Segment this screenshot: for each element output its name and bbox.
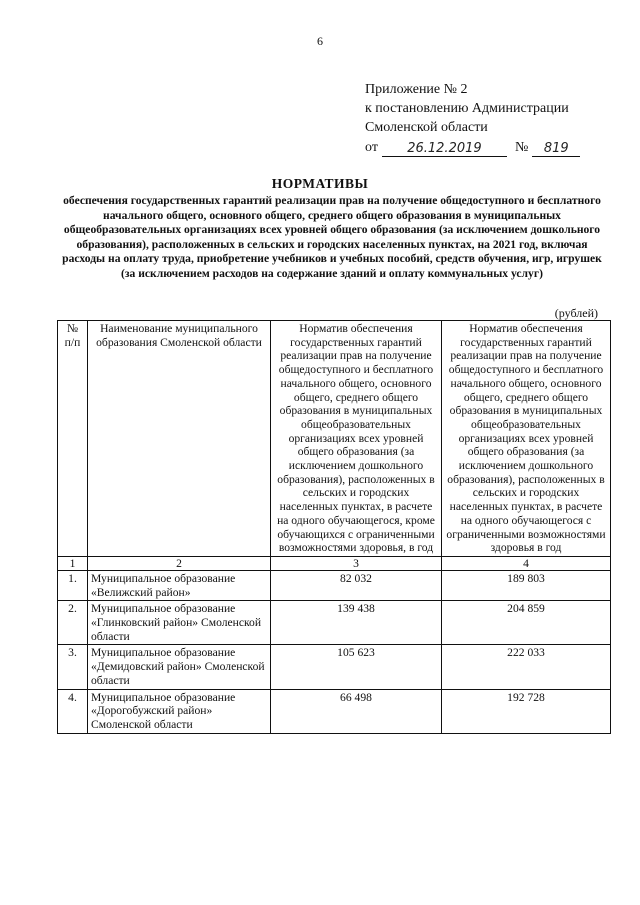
document-subtitle: обеспечения государственных гарантий реализации прав на получение общедоступного и бесплатного начального общего, основного общего, среднего общего образования в муниципальных общеобразовательных организациях всех уровней общего образования (за исключением дошкольного образования), расположенных в сельских и городских населенных пунктах, на 2021 год, включая расходы на оплату труда, приобретение учебников и учебных пособий, средств обучения, игр, игрушек (за исключением расходов на содержание зданий и оплату коммунальных услуг) (62, 194, 602, 280)
appendix-region: Смоленской области (365, 120, 488, 135)
table-row (58, 601, 611, 645)
row-name: Муниципальное образование «Дорогобужский район» Смоленской области (88, 689, 271, 733)
table-header-row (58, 321, 611, 557)
decree-number-value: 819 (532, 141, 580, 157)
column-index-row (58, 556, 611, 570)
row-norm-disabled: 189 803 (442, 570, 611, 600)
row-norm-general: 139 438 (271, 601, 442, 645)
column-index: 1 (58, 556, 88, 570)
row-name: Муниципальное образование «Велижский район» (88, 570, 271, 600)
column-index: 2 (88, 556, 271, 570)
appendix-title: Приложение № 2 (365, 82, 468, 97)
decree-date-row (365, 138, 580, 157)
unit-label: (рублей) (554, 306, 598, 320)
header-norm-disabled: Норматив обеспечения государственных гарантий реализации прав на получение общедоступного и бесплатного начального общего, основного общего, среднего общего образования в муниципальных общеобразовательных организациях всех уровней общего образования (за исключением дошкольного образования), расположенных в сельских и городских населенных пунктах, в расчете на одного обучающегося с ограниченными возможностями здоровья в год (442, 321, 611, 557)
decree-number-label: № (514, 140, 529, 155)
row-norm-general: 66 498 (271, 689, 442, 733)
appendix-block (365, 80, 580, 157)
row-norm-general: 82 032 (271, 570, 442, 600)
header-name: Наименование муниципального образования Смоленской области (88, 321, 271, 557)
row-num: 2. (58, 601, 88, 645)
page-number: 6 (317, 34, 323, 48)
column-index: 4 (442, 556, 611, 570)
row-num: 4. (58, 689, 88, 733)
header-num: № п/п (58, 321, 88, 557)
column-index: 3 (271, 556, 442, 570)
header-norm-general: Норматив обеспечения государственных гарантий реализации прав на получение общедоступного и бесплатного начального общего, основного общего, среднего общего образования в муниципальных общеобразовательных организациях всех уровней общего образования (за исключением дошкольного образования), расположенных в сельских и городских населенных пунктах, в расчете на одного обучающегося, кроме обучающихся с ограниченными возможностями здоровья, в год (271, 321, 442, 557)
row-norm-general: 105 623 (271, 645, 442, 689)
decree-date-value: 26.12.2019 (382, 141, 507, 157)
row-norm-disabled: 222 033 (442, 645, 611, 689)
document-title: НОРМАТИВЫ (271, 176, 369, 191)
appendix-decree: к постановлению Администрации (365, 101, 569, 116)
row-num: 3. (58, 645, 88, 689)
norms-table (57, 320, 611, 734)
row-name: Муниципальное образование «Глинковский район» Смоленской области (88, 601, 271, 645)
table-row (58, 570, 611, 600)
row-norm-disabled: 192 728 (442, 689, 611, 733)
row-norm-disabled: 204 859 (442, 601, 611, 645)
table-row (58, 689, 611, 733)
row-num: 1. (58, 570, 88, 600)
date-prefix: от (365, 140, 378, 155)
row-name: Муниципальное образование «Демидовский район» Смоленской области (88, 645, 271, 689)
table-row (58, 645, 611, 689)
